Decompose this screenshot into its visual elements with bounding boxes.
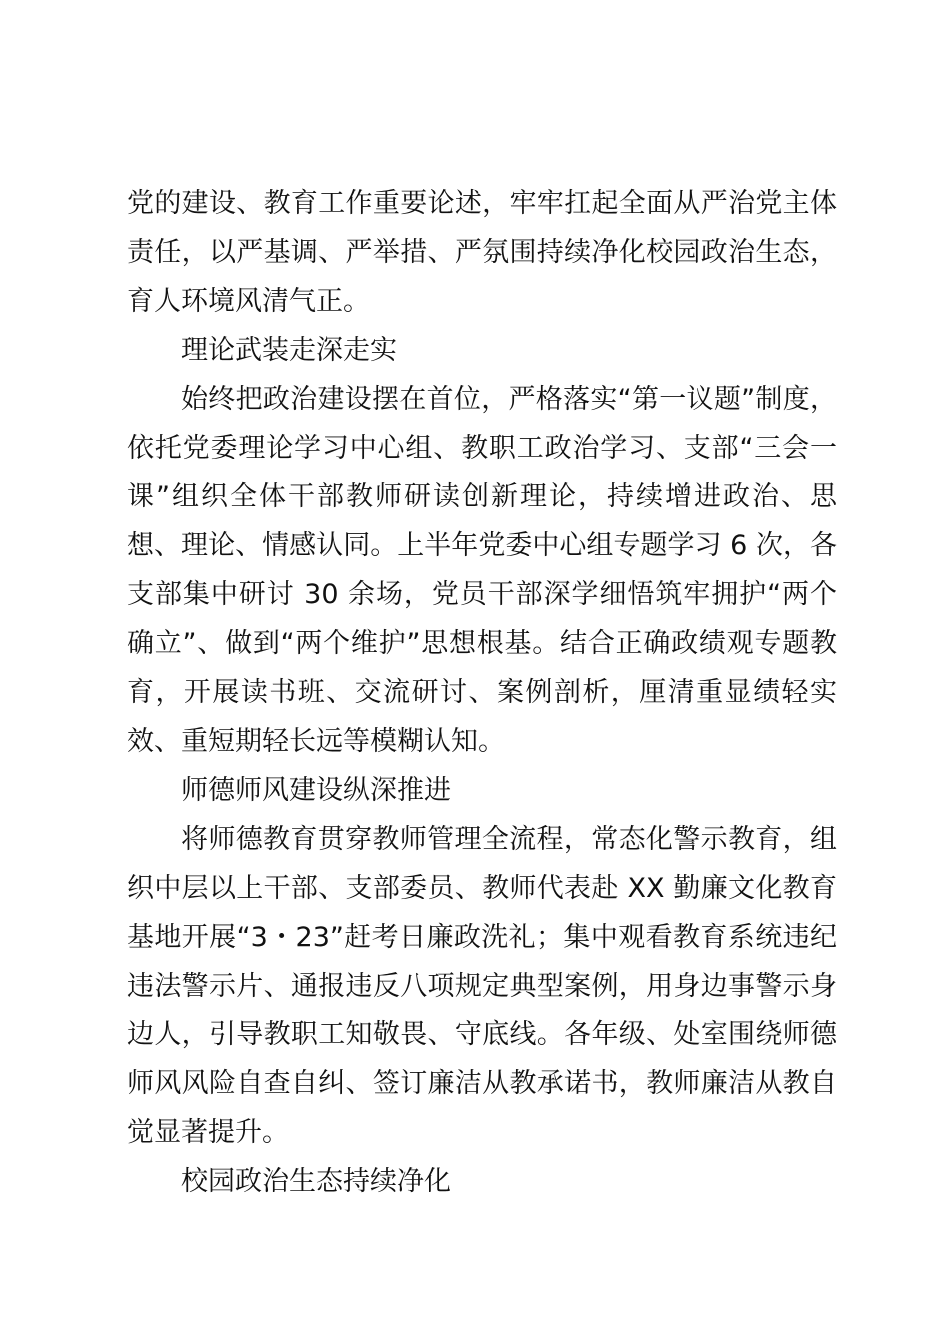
section-heading-theory: 理论武装走深走实	[181, 334, 397, 366]
paragraph-continuation: 党的建设、教育工作重要论述，牢牢扛起全面从严治党主体责任，以严基调、严举措、严氛围持续净化校园政治生态，育人环境风清气正。	[127, 188, 837, 317]
paragraph-ethics: 将师德教育贯穿教师管理全流程，常态化警示教育，组织中层以上干部、支部委员、教师代表赴 XX 勤廉文化教育基地开展“3・23”赶考日廉政洗礼；集中观看教育系统违纪违法警示片、通报违反八项规定典型案例，用身边事警示身边人，引导教职工知敬畏、守底线。各年级、处室围绕师德师风风险自查自纠、签订廉洁从教承诺书，教师廉洁从教自觉显著提升。	[127, 823, 837, 1149]
section-heading-ecology: 校园政治生态持续净化	[181, 1166, 451, 1198]
section-heading-ethics: 师德师风建设纵深推进	[181, 774, 451, 806]
paragraph-theory: 始终把政治建设摆在首位，严格落实“第一议题”制度，依托党委理论学习中心组、教职工政治学习、支部“三会一课”组织全体干部教师研读创新理论，持续增进政治、思想、理论、情感认同。上半年党委中心组专题学习 6 次，各支部集中研讨 30 余场，党员干部深学细悟筑牢拥护“两个确立”、做到“两个维护”思想根基。结合正确政绩观专题教育，开展读书班、交流研讨、案例剖析，厘清重显绩轻实效、重短期轻长远等模糊认知。	[127, 383, 837, 757]
document-body	[127, 180, 837, 1207]
